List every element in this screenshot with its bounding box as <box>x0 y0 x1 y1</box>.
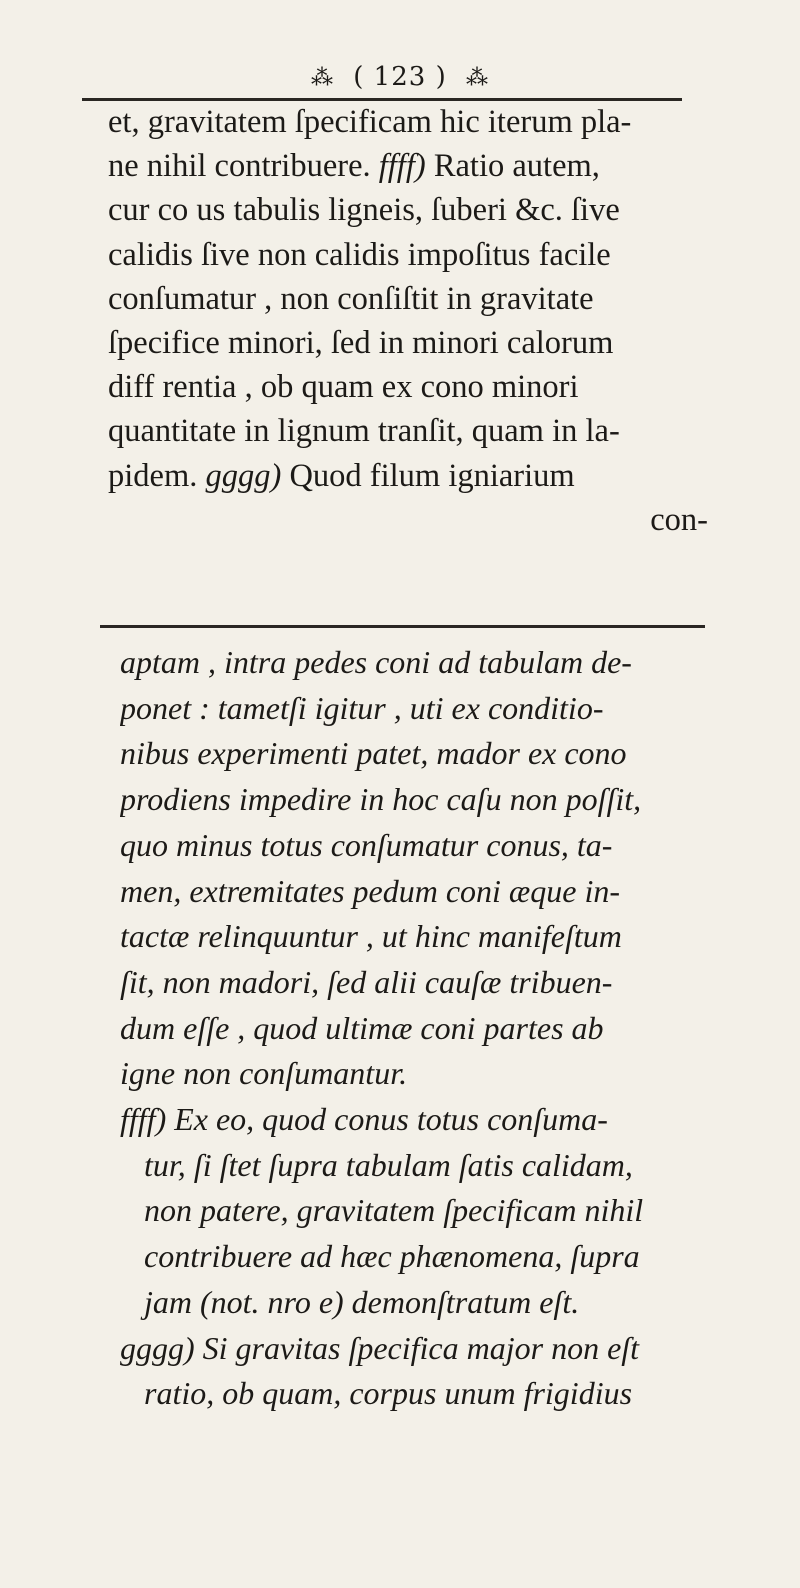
footnote-line: tactæ relinquuntur , ut hinc manifeſtum <box>120 918 622 955</box>
text-line: cur co us tabulis ligneis, ſuberi &c. ſive <box>108 192 620 229</box>
footnote-line: tur, ſi ſtet ſupra tabulam ſatis calidam, <box>144 1146 633 1183</box>
footnote-line: dum eſſe , quod ultimæ coni partes ab <box>120 1009 604 1046</box>
footnotes <box>120 640 720 1417</box>
page-number: ( 123 ) <box>353 62 447 92</box>
running-head <box>0 62 800 92</box>
footnote-line: ſit, non madori, ſed alii cauſæ tribuen- <box>120 963 613 1000</box>
text-line <box>108 454 708 498</box>
text-line: ſpecifice minori, ſed in minori calorum <box>108 325 614 362</box>
text-line-start: pidem. <box>108 457 198 494</box>
text-line: calidis ſive non calidis impoſitus facile <box>108 236 611 273</box>
footnote-rule <box>100 625 705 628</box>
footnote-line: nibus experimenti patet, mador ex cono <box>120 735 627 772</box>
footnote-line: gggg) Si gravitas ſpecifica major non eſt <box>120 1329 640 1366</box>
footnote-reference: gggg) <box>205 457 282 494</box>
catchword: con- <box>650 501 708 538</box>
text-line: conſumatur , non conſiſtit in gravitate <box>108 280 594 317</box>
footnote-line: quo minus totus conſumatur conus, ta- <box>120 826 613 863</box>
footnote-reference: ffff) <box>378 148 426 185</box>
text-line: et, gravitatem ſpecificam hic iterum pla- <box>108 104 632 140</box>
footnote-line: ratio, ob quam, corpus unum frigidius <box>144 1375 633 1412</box>
footnote-line: jam (not. nro e) demonſtratum eſt. <box>144 1283 580 1320</box>
ornament-left-icon: ⁂ <box>311 66 334 91</box>
footnote-line: prodiens impedire in hoc caſu non poſſit, <box>120 781 642 818</box>
footnote-line: contribuere ad hæc phænomena, ſupra <box>144 1238 640 1275</box>
text-line-end: Ratio autem, <box>425 148 600 185</box>
footnote-line: ponet : tametſi igitur , uti ex conditio- <box>120 689 604 726</box>
footnote-line: igne non conſumantur. <box>120 1055 408 1092</box>
text-line <box>108 144 708 188</box>
footnote-line: non patere, gravitatem ſpecificam nihil <box>144 1192 644 1229</box>
text-line-end: Quod filum igniarium <box>281 457 575 494</box>
footnote-line: men, extremitates pedum coni æque in- <box>120 872 621 909</box>
text-line-start: ne nihil contribuere. <box>108 148 371 185</box>
footnote-line: ffff) Ex eo, quod conus totus conſuma- <box>120 1101 608 1138</box>
footnote-line: aptam , intra pedes coni ad tabulam de- <box>120 644 632 680</box>
main-text <box>108 100 708 542</box>
ornament-right-icon: ⁂ <box>465 66 489 91</box>
text-line: quantitate in lignum tranſit, quam in la- <box>108 413 620 450</box>
text-line: diff rentia , ob quam ex cono minori <box>108 369 579 406</box>
